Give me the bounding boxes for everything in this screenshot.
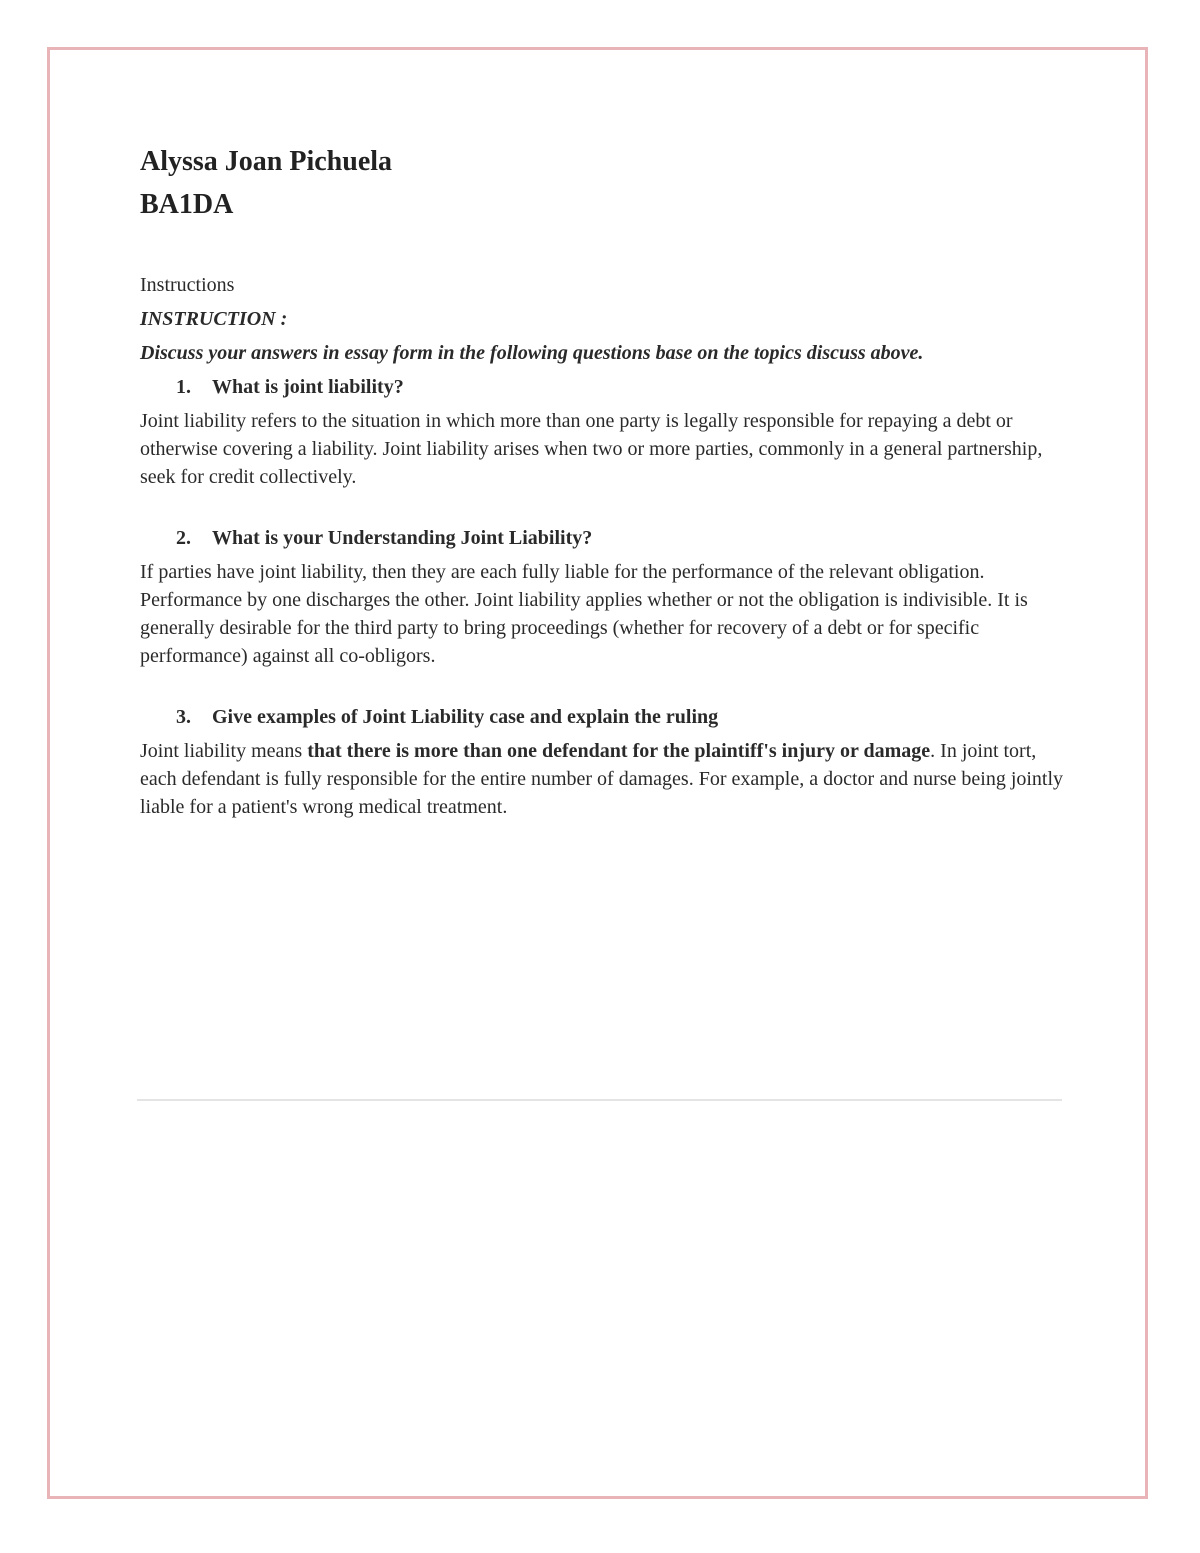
section-code: BA1DA (140, 189, 234, 220)
answer-1: Joint liability refers to the situation in which more than one party is legally responsible for repaying a debt or otherwise covering a liability. Joint liability arises when two or more parties, commonly in a general partnership, seek for credit collectively. (140, 410, 1043, 488)
question-2 (140, 524, 1065, 552)
instruction-text: Discuss your answers in essay form in the following questions base on the topics discuss above. (140, 342, 924, 364)
question-3 (140, 703, 1065, 731)
document-body (140, 142, 1065, 821)
question-number: 2. (176, 527, 191, 549)
instructions-label: Instructions (140, 274, 235, 296)
answer-2: If parties have joint liability, then they are each fully liable for the performance of the relevant obligation. Performance by one discharges the other. Joint liability applies whether or not the obligation is indivisible. It is generally desirable for the third party to bring proceedings (whether for recovery of a debt or for specific performance) against all co-obligors. (140, 561, 1028, 667)
instruction-heading: INSTRUCTION : (140, 308, 288, 330)
author-name: Alyssa Joan Pichuela (140, 146, 393, 177)
question-number: 3. (176, 706, 191, 728)
divider (137, 1099, 1062, 1101)
question-text: What is your Understanding Joint Liability? (212, 527, 593, 549)
answer-3-emphasis: that there is more than one defendant for the plaintiff's injury or damage (307, 740, 931, 762)
answer-3 (140, 737, 1065, 821)
question-text: What is joint liability? (212, 376, 404, 398)
question-text: Give examples of Joint Liability case and explain the ruling (212, 706, 719, 728)
answer-3-rest: . In joint tort, each defendant is fully responsible for the entire number of damages. For example, a doctor and nurse being jointly liable for a patient's wrong medical treatment. (140, 740, 1064, 818)
question-number: 1. (176, 376, 191, 398)
question-1 (140, 373, 1065, 401)
answer-3-intro: Joint liability means (140, 740, 308, 762)
